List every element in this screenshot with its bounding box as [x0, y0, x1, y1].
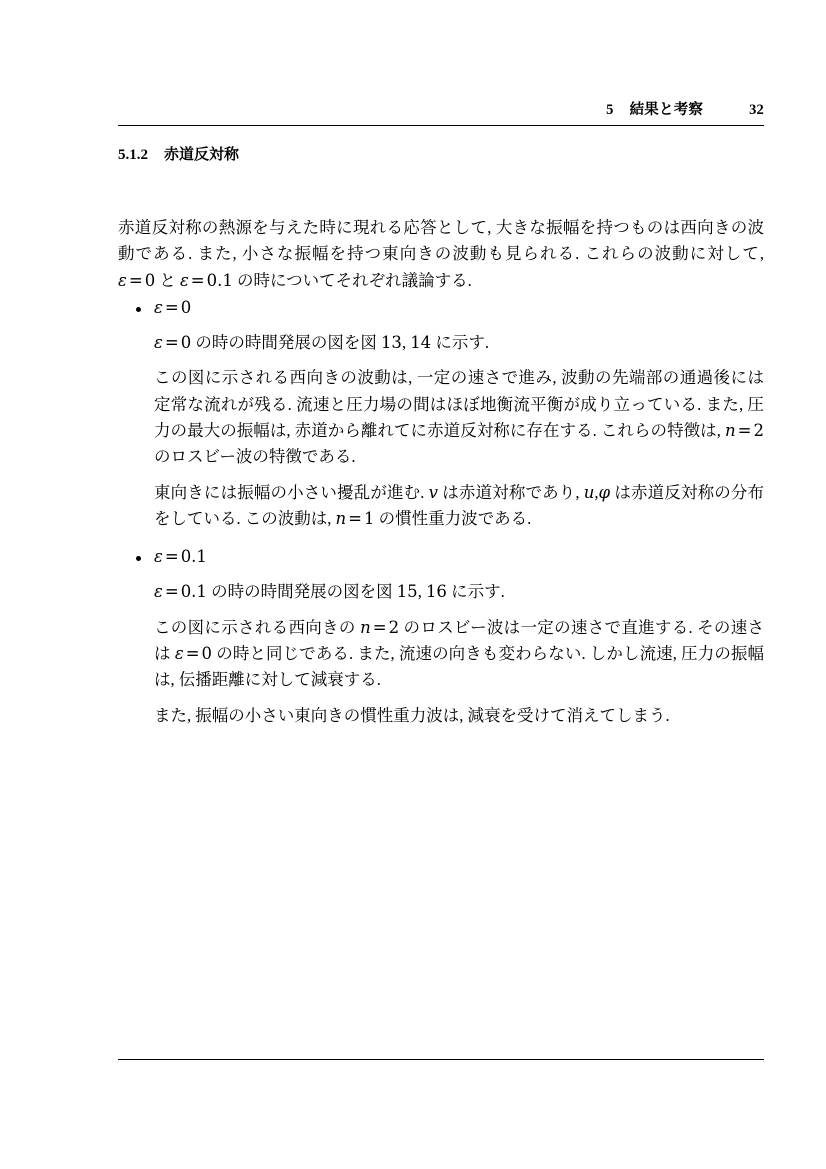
bullet-dot-icon	[136, 307, 141, 312]
bullet-paragraph: ε = 0 の時の時間発展の図を図 13, 14 に示す.	[154, 332, 489, 352]
list-item	[118, 296, 764, 532]
header-section-number: 5	[606, 102, 614, 118]
running-header	[118, 98, 764, 126]
section-heading-title: 赤道反対称	[164, 147, 240, 163]
bullet-dot-icon	[136, 556, 141, 561]
header-section-title: 結果と考察	[629, 102, 704, 118]
bullet-paragraph: この図に示される西向きの n = 2 のロスビー波は一定の速さで直進する. その速さは ε = 0 の時と同じである. また, 流速の向きも変わらない. しかし流速, 圧力の振幅は, 伝播距離に対して減衰する.	[154, 617, 765, 690]
bullet-paragraph: この図に示される西向きの波動は, 一定の速さで進み, 波動の先端部の通過後には定常な流れが残る. 流速と圧力場の間はほぼ地衡流平衡が成り立っている. また, 圧力の最大の振幅は, 赤道から離れてに赤道反対称に存在する. これらの特徴は, n = 2 のロスビー波の特徴である.	[154, 368, 765, 467]
footer-rule	[118, 1059, 764, 1060]
list-item	[118, 545, 764, 729]
bullet-list	[118, 296, 764, 742]
intro-paragraph: 赤道反対称の熱源を与えた時に現れる応答として, 大きな振幅を持つものは西向きの波動である. また, 小さな振幅を持つ東向きの波動も見られる. これらの波動に対して, ε = 0 と ε = 0.1 の時についてそれぞれ議論する.	[118, 217, 765, 290]
bullet-paragraph: ε = 0.1 の時の時間発展の図を図 15, 16 に示す.	[154, 582, 505, 602]
bullet-paragraph: また, 振幅の小さい東向きの慣性重力波は, 減衰を受けて消えてしまう.	[154, 705, 670, 725]
bullet-paragraph: 東向きには振幅の小さい擾乱が進む. v は赤道対称であり, u,φ は赤道反対称の分布をしている. この波動は, n = 1 の慣性重力波である.	[154, 482, 765, 529]
page-number: 32	[749, 102, 764, 118]
section-heading-number: 5.1.2	[118, 147, 148, 163]
header-line	[118, 98, 764, 126]
bullet-label: ε = 0	[154, 298, 192, 317]
bullet-label: ε = 0.1	[154, 547, 207, 567]
section-heading	[118, 143, 239, 164]
